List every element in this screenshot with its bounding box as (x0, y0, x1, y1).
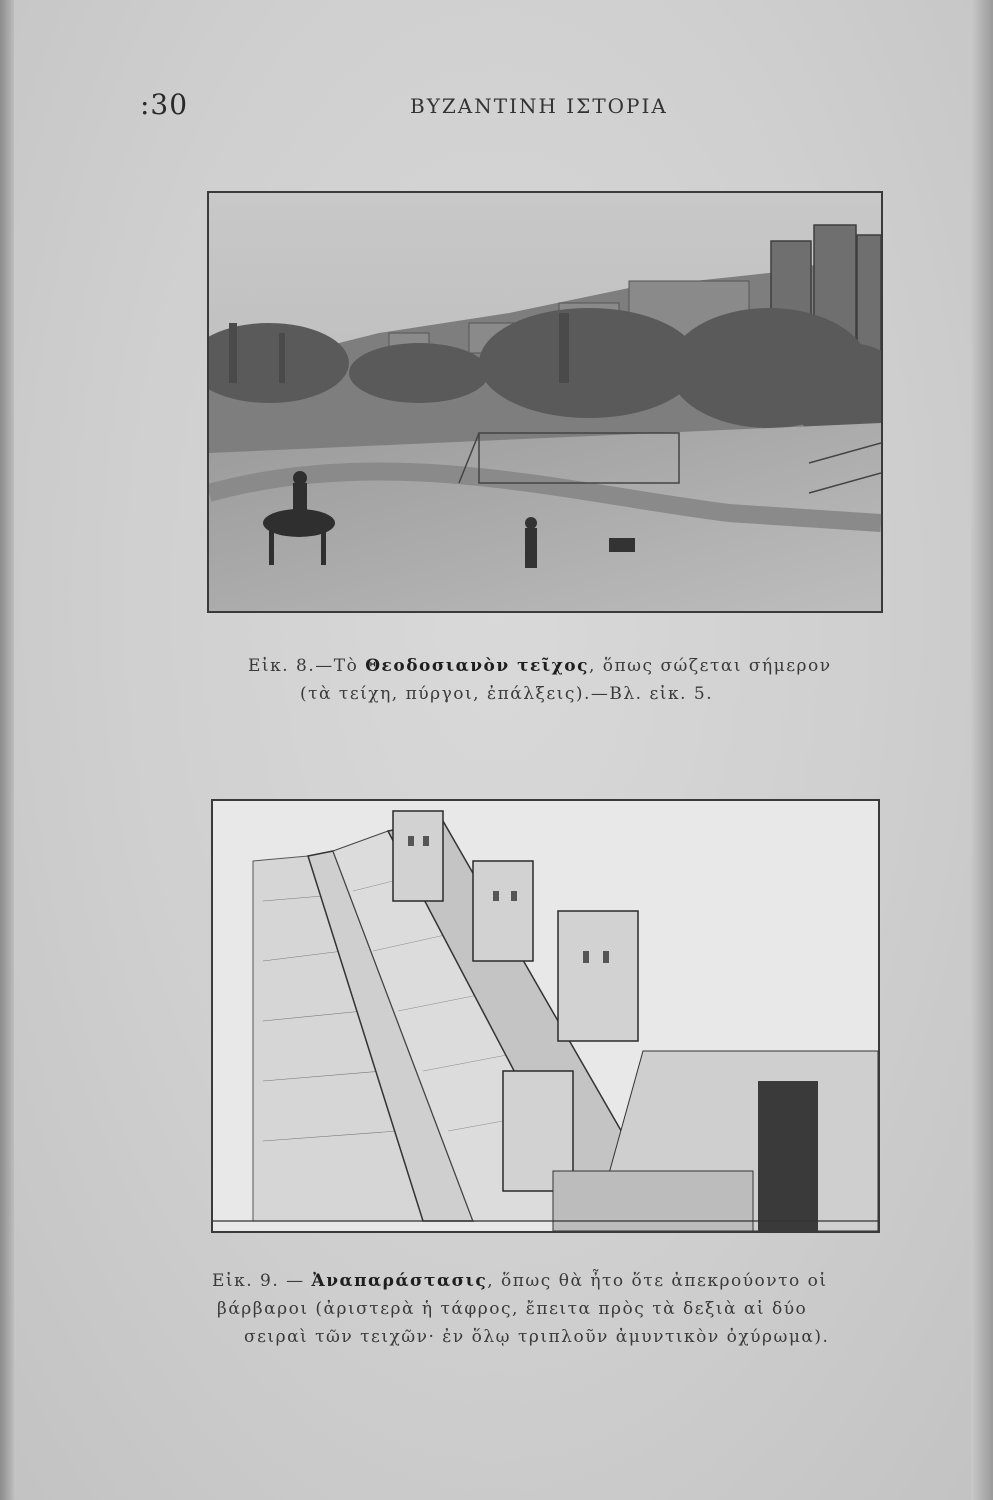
figure-8-caption-prefix: Εἰκ. 8.—Τὸ (248, 656, 359, 676)
figure-9-caption-prefix: Εἰκ. 9. — (212, 1271, 305, 1291)
page-number: :30 (140, 88, 189, 121)
figure-9-caption-line-2: βάρβαροι (ἀριστερὰ ἡ τάφρος, ἔπειτα πρὸς τὰ δεξιὰ αἱ δύο (217, 1299, 808, 1319)
figure-9-caption-line-3: σειραὶ τῶν τειχῶν· ἐν ὅλῳ τριπλοῦν ἀμυντικὸν ὀχύρωμα). (244, 1327, 830, 1347)
figure-9-caption-bold-term: Ἀναπαράστασις (311, 1271, 488, 1291)
figure-8-caption-line-1 (248, 653, 832, 680)
figure-8-photo (207, 191, 883, 613)
figure-9-drawing (211, 799, 880, 1233)
figure-9-caption-line-1 (212, 1268, 828, 1295)
walls-photo-illustration (209, 193, 881, 611)
binding-shadow (0, 0, 14, 1500)
figure-8-caption-rest: , ὅπως σώζεται σήμερον (588, 656, 832, 676)
page-edge (971, 0, 993, 1500)
figure-8-caption-line-2: (τὰ τείχη, πύργοι, ἐπάλξεις).—Βλ. εἰκ. 5. (300, 684, 714, 704)
figure-9-caption-rest: , ὅπως θὰ ἦτο ὅτε ἀπεκρούοντο οἱ (487, 1271, 828, 1291)
running-title: ΒΥΖΑΝΤΙΝΗ ΙΣΤΟΡΙΑ (410, 94, 668, 118)
figure-8-caption-bold-term: Θεοδοσιανὸν τεῖχος (365, 656, 589, 676)
walls-reconstruction-illustration (213, 801, 878, 1231)
